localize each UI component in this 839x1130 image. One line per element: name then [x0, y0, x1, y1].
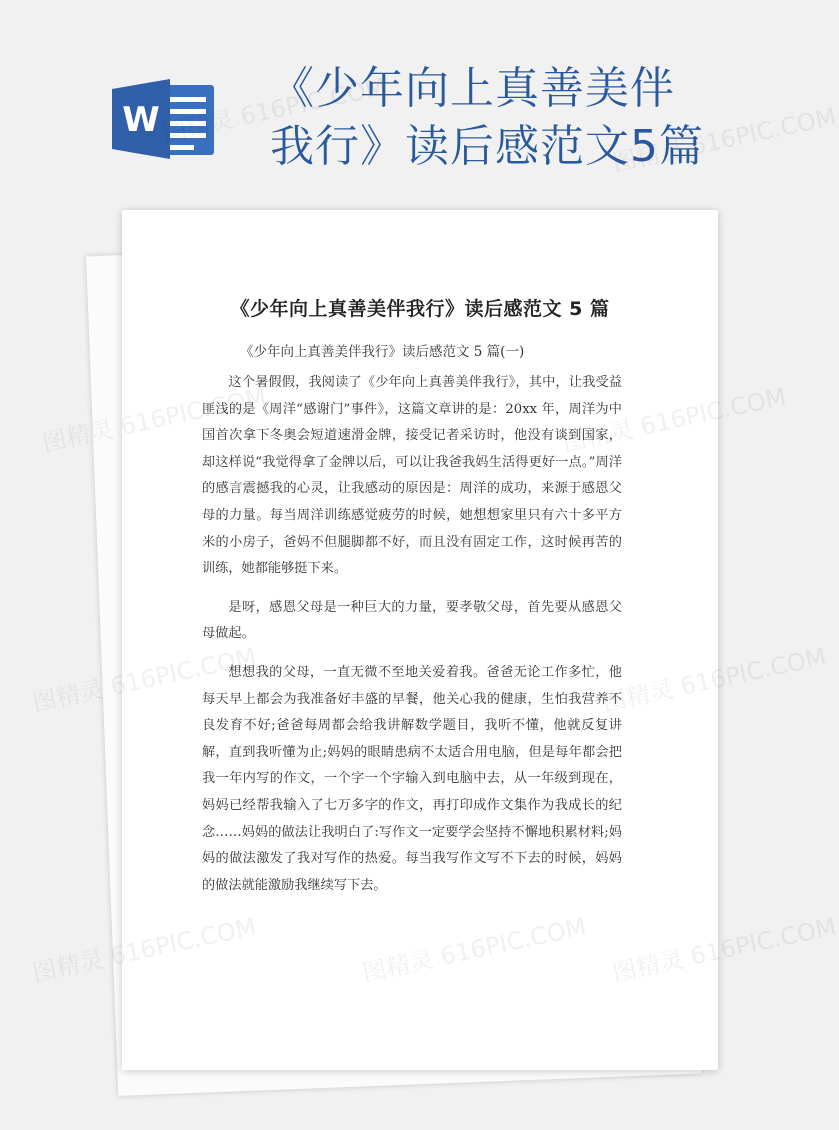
- paragraph: 是呀，感恩父母是一种巨大的力量，要孝敬父母，首先要从感恩父母做起。: [202, 599, 622, 642]
- header-title: 《少年向上真善美伴我行》读后感范文5篇: [270, 63, 704, 172]
- document-subtitle: 《少年向上真善美伴我行》读后感范文 5 篇(一): [240, 344, 525, 360]
- page-header: [0, 0, 800, 200]
- svg-text:W: W: [122, 100, 160, 140]
- document-page: [122, 210, 718, 1070]
- watermark: 图精灵 616PIC.COM: [160, 72, 389, 148]
- document-body: [202, 370, 622, 899]
- watermark: 图精灵 616PIC.COM: [610, 102, 839, 178]
- word-document-icon: [110, 75, 220, 163]
- watermark: 图精灵: [30, 674, 107, 718]
- watermark: 图精灵: [40, 414, 117, 458]
- watermark: 图精灵 616PIC.COM: [610, 912, 839, 988]
- paragraph: 想想我的父母，一直无微不至地关爱着我。爸爸无论工作多忙，他每天早上都会为我准备好丰盛的早餐，他关心我的健康，生怕我营养不良发育不好;爸爸每周都会给我讲解数学题目，我听不懂，他就反复讲解，直到我听懂为止;妈妈的眼睛患病不太适合用电脑，但是每年都会把我一年内写的作文，一个字一个字输入到电脑中去，从一年级到现在，妈妈已经帮我输入了七万多字的作文，再打印成作文集作为我成长的纪念……妈妈的做法让我明白了:写作文一定要学会坚持不懈地积累材料;妈妈的做法激发了我对写作的热爱。每当我写作文写不下去的时候，妈妈的做法就能激励我继续写下去。: [202, 664, 622, 893]
- watermark: 616PIC.COM: [677, 642, 829, 701]
- watermark: 图精灵: [30, 944, 107, 988]
- paragraph: 这个暑假假，我阅读了《少年向上真善美伴我行》，其中，让我受益匪浅的是《周洋“感谢门”事件》，这篇文章讲的是：20xx 年，周洋为中国首次拿下冬奥会短道速滑金牌，接受记者采访时，他没有谈到国家，却这样说“我觉得拿了金牌以后，可以让我爸我妈生活得更好一点。”周洋的感言震撼我的心灵，让我感动的原因是：周洋的成功，来源于感恩父母的力量。每当周洋训练感觉疲劳的时候，她想想家里只有六十多平方米的小房子，爸妈不但腿脚都不好，而且没有固定工作，这时候再苦的训练，她都能够挺下来。: [202, 375, 622, 577]
- document-title: 《少年向上真善美伴我行》读后感范文 5 篇: [230, 298, 610, 320]
